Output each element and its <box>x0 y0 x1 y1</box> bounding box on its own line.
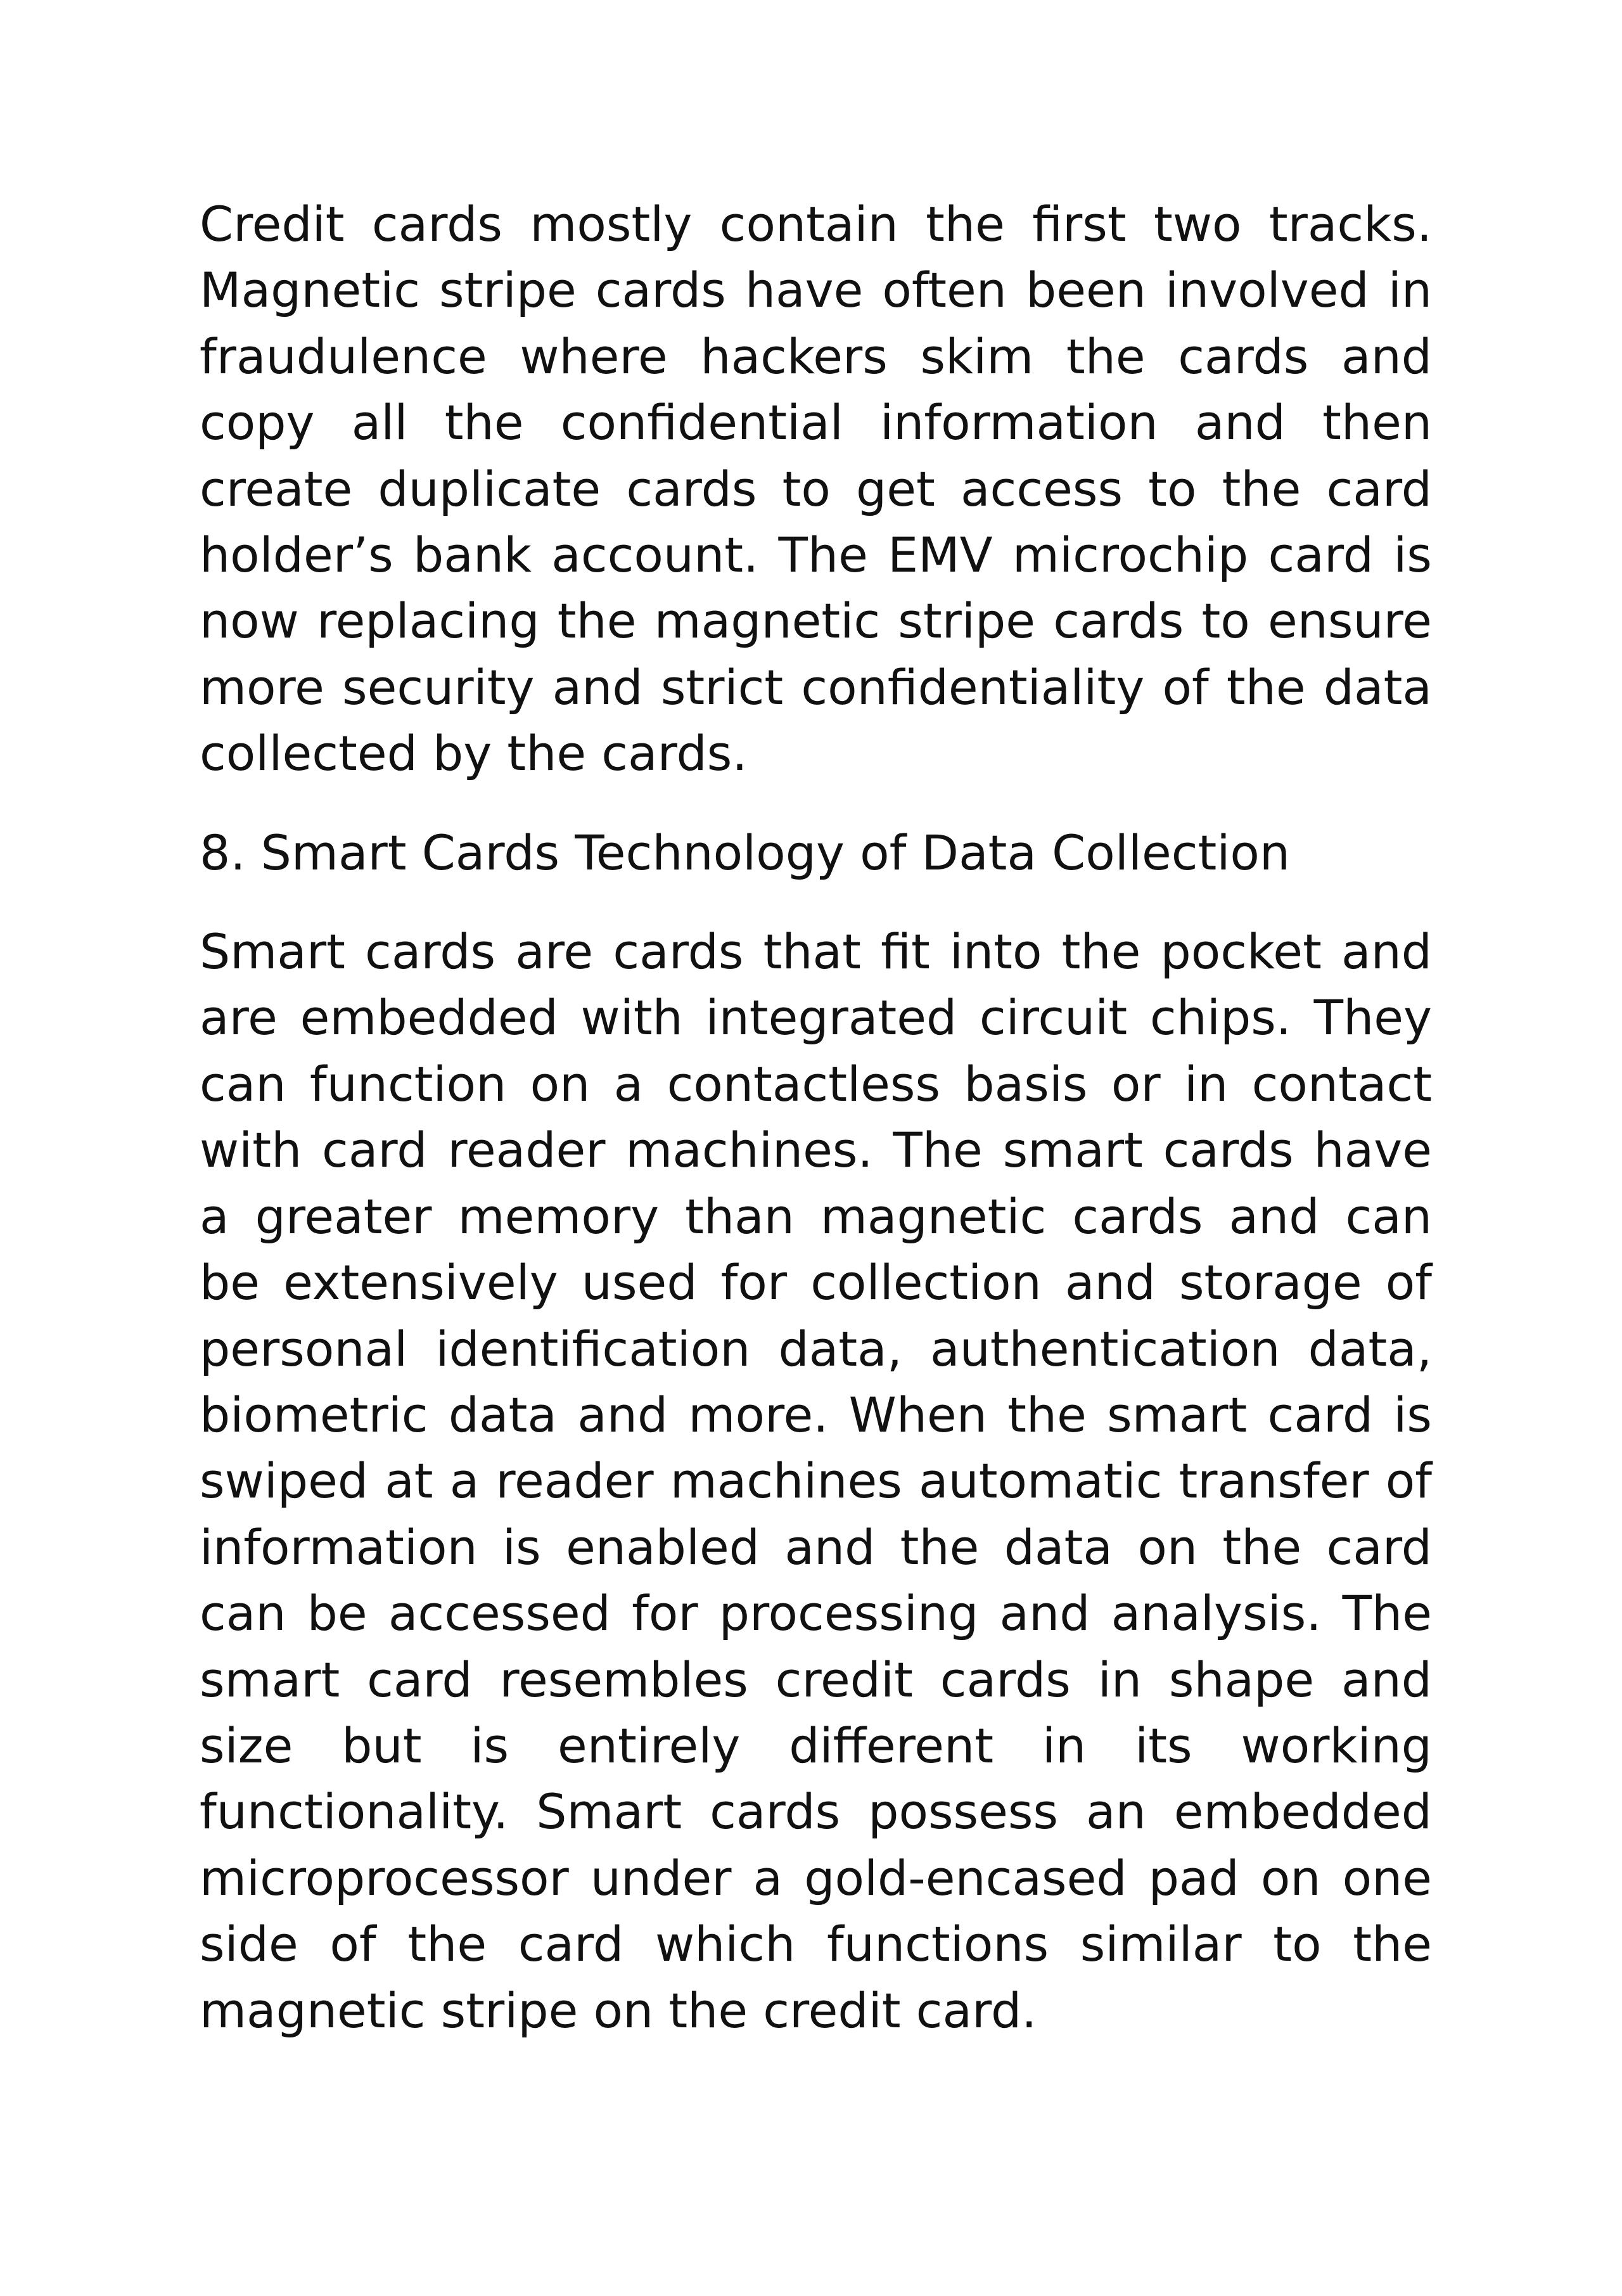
section-heading: 8. Smart Cards Technology of Data Collection <box>200 824 1291 881</box>
paragraph-smart-cards: Smart cards are cards that fit into the pocket and are embedded with integrated circuit chips. They can function on a contactless basis or in contact with card reader machines. The smart cards have a greater memory than magnetic cards and can be extensively used for collection and storage of personal identification data, authentication data, biometric data and more. When the smart card is swiped at a reader machines automatic transfer of information is enabled and the data on the card can be accessed for processing and analysis. The smart card resembles credit cards in shape and size but is entirely different in its working functionality. Smart cards possess an embedded microprocessor under a gold-encased pad on one side of the card which functions similar to the magnetic stripe on the credit card. <box>200 923 1432 2039</box>
paragraph-magnetic-stripe: Credit cards mostly contain the first two tracks. Magnetic stripe cards have often been involved in fraudulence where hackers skim the cards and copy all the confidential information and then create duplicate cards to get access to the card holder’s bank account. The EMV microchip card is now replacing the magnetic stripe cards to ensure more security and strict confidentiality of the data collected by the cards. <box>200 196 1432 782</box>
document-body <box>200 191 1432 2044</box>
